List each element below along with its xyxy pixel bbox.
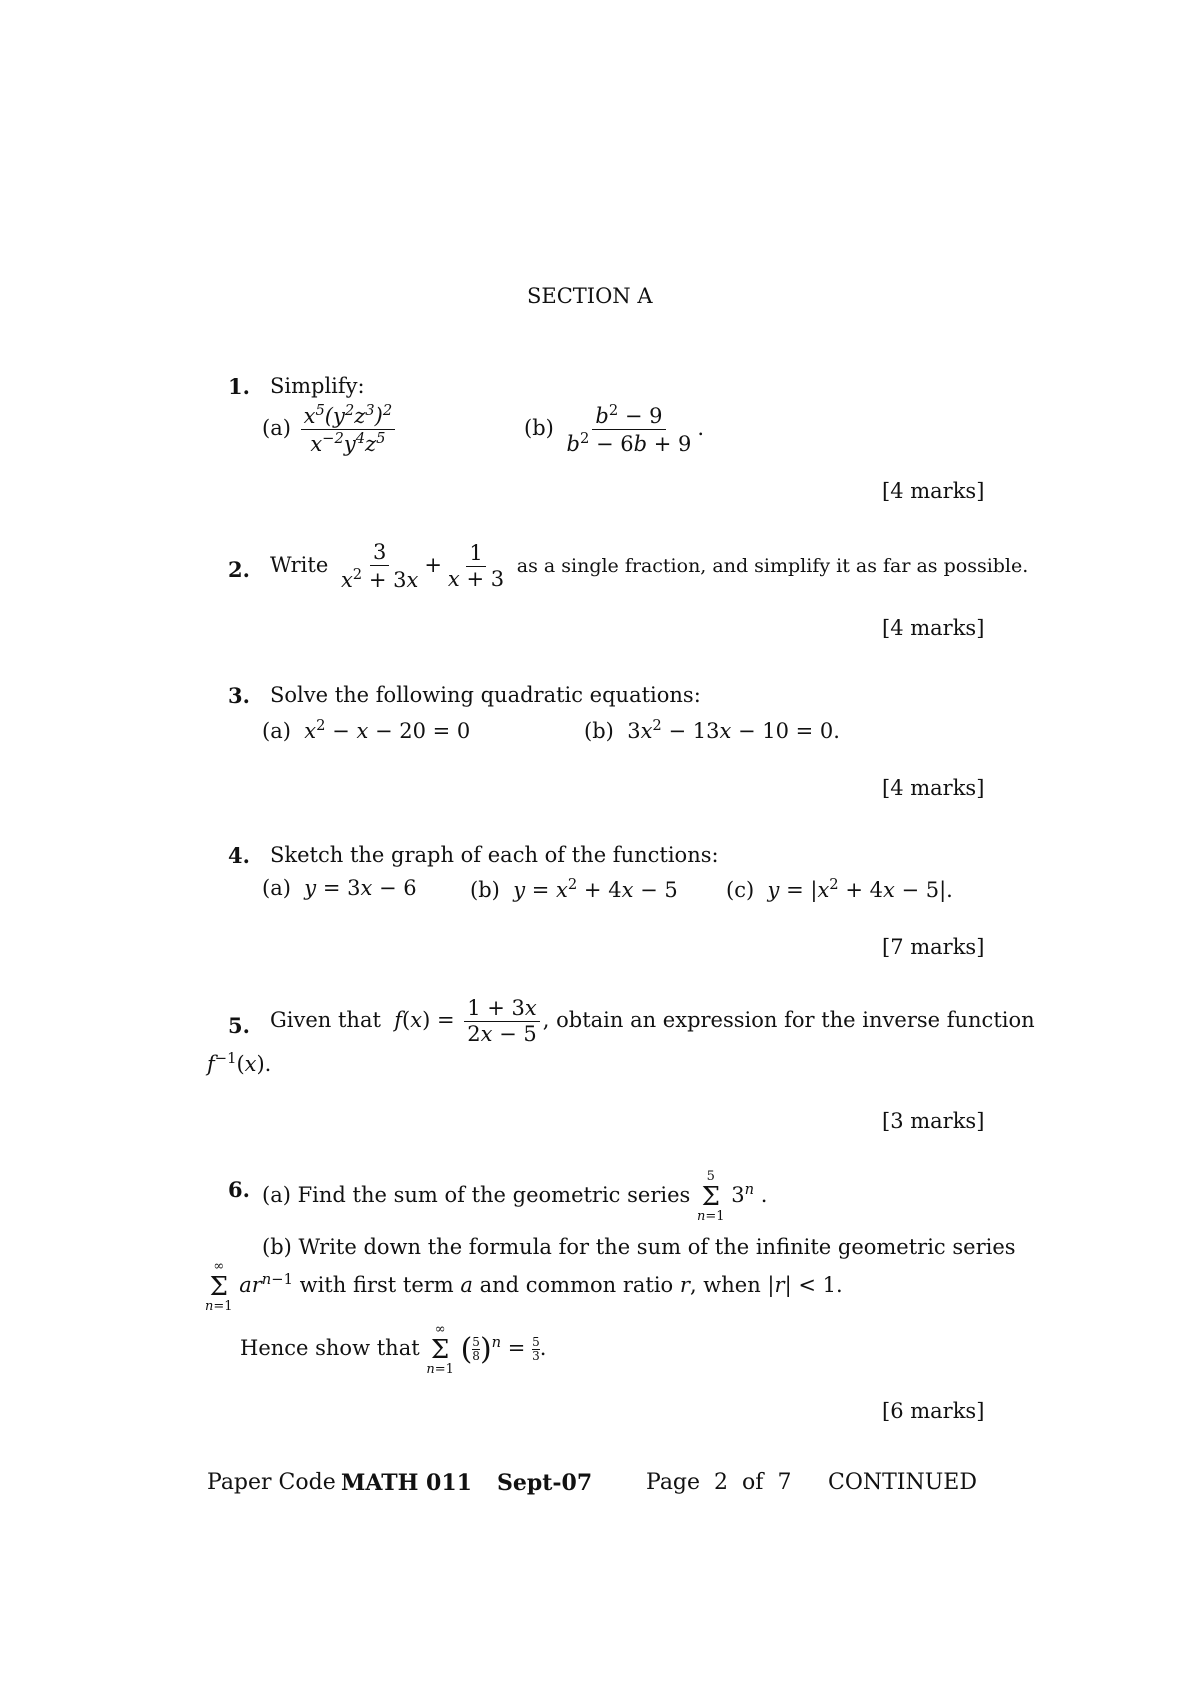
- marks: [3 marks]: [882, 1109, 985, 1133]
- part-a: (a) y = 3x − 6: [262, 876, 417, 900]
- question-number: 4.: [228, 843, 250, 868]
- fraction: $\frac{1 + 3x}{2x - 5}$: [464, 996, 540, 1047]
- marks: [4 marks]: [882, 776, 985, 800]
- date: Sept-07: [497, 1470, 593, 1496]
- question-number: 1.: [228, 374, 250, 399]
- paper-code: MATH 011: [341, 1470, 472, 1496]
- question-text: Write $\frac{3}{x^2 + 3x}$ + $\frac{1}{x + 3}$ as a single fraction, and simplify it as far as possible.: [270, 540, 1029, 593]
- section-title: SECTION A: [527, 284, 653, 308]
- part-label: (a): [262, 416, 291, 441]
- marks: [4 marks]: [882, 479, 985, 503]
- hence-line: Hence show that ∞ Σ n=1 ( $\frac{5}{8}$ )$^n$ = $\frac{5}{3}$ .: [240, 1322, 547, 1377]
- marks: [4 marks]: [882, 616, 985, 640]
- question-text: Sketch the graph of each of the functions:: [270, 843, 719, 867]
- part-b: (b) Write down the formula for the sum of the infinite geometric series: [262, 1235, 1016, 1259]
- part-a: (a) $x^2 - x - 20 = 0$: [262, 717, 471, 743]
- summation: ∞ Σ n=1: [426, 1322, 454, 1377]
- fraction: $\frac{1}{x + 3}$: [447, 541, 505, 592]
- question-text: Simplify:: [270, 374, 365, 398]
- part-b-cont: ∞ Σ n=1 $ar^{n-1}$ with first term a and common ratio r, when |r| < 1.: [205, 1259, 843, 1314]
- fraction: $\frac{3}{x^2 + 3x}$: [340, 540, 419, 593]
- question-number: 5.: [228, 1013, 250, 1038]
- marks: [6 marks]: [882, 1399, 985, 1423]
- question-text-cont: $f^{-1}(x)$.: [207, 1050, 272, 1076]
- part-a: [262, 402, 398, 457]
- part-b: (b) $3x^2 - 13x - 10 = 0$.: [584, 717, 840, 743]
- part-a: (a) Find the sum of the geometric series 5 Σ n=1 3$^n$ .: [262, 1169, 768, 1224]
- summation: 5 Σ n=1: [696, 1169, 725, 1224]
- fraction: $\frac{x^5(y^2z^3)^2}{x^{-2}y^4z^5}$: [301, 402, 396, 457]
- part-b: (b) $y = x^2 + 4x - 5$: [470, 876, 678, 902]
- page-indicator: Page 2 of 7: [646, 1470, 792, 1495]
- question-number: 2.: [228, 557, 250, 582]
- part-label: (b): [524, 416, 554, 441]
- question-text: Given that f(x) = $\frac{1 + 3x}{2x - 5}$ , obtain an expression for the inverse function: [270, 996, 1035, 1047]
- question-number: 3.: [228, 683, 250, 708]
- marks: [7 marks]: [882, 935, 985, 959]
- summation: ∞ Σ n=1: [205, 1259, 233, 1314]
- continued-label: CONTINUED: [828, 1470, 977, 1495]
- question-number: 6.: [228, 1177, 250, 1202]
- paper-code-label: Paper Code: [207, 1470, 336, 1495]
- part-b: (b) $\frac{b^2 - 9}{b^2 - 6b + 9}$ .: [524, 402, 705, 457]
- part-c: (c) $y = |x^2 + 4x - 5|$.: [726, 876, 953, 902]
- question-text: Solve the following quadratic equations:: [270, 683, 701, 707]
- fraction: $\frac{b^2 - 9}{b^2 - 6b + 9}$: [566, 402, 692, 457]
